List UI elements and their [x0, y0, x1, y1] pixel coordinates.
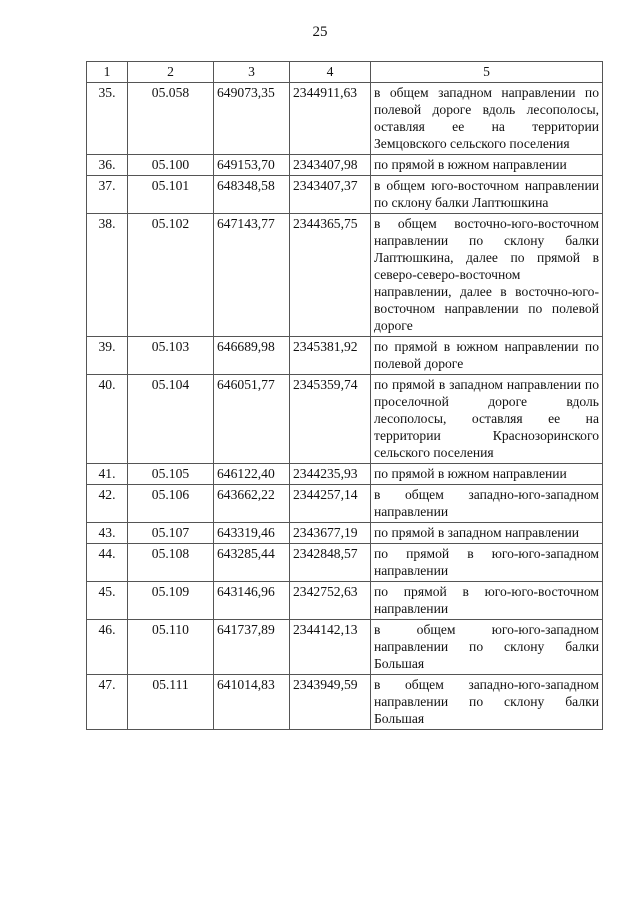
row-number: 46.: [87, 620, 128, 675]
column-header: 2: [128, 62, 214, 83]
x-coordinate: 649153,70: [214, 155, 290, 176]
table-row: [87, 337, 603, 375]
y-coordinate: 2343677,19: [290, 523, 371, 544]
table-row: [87, 544, 603, 582]
point-code: 05.101: [128, 176, 214, 214]
x-coordinate: 643146,96: [214, 582, 290, 620]
point-code: 05.111: [128, 675, 214, 730]
row-number: 44.: [87, 544, 128, 582]
row-number: 38.: [87, 214, 128, 337]
table-row: [87, 523, 603, 544]
boundary-points-table: [86, 61, 603, 730]
column-header: 4: [290, 62, 371, 83]
x-coordinate: 648348,58: [214, 176, 290, 214]
y-coordinate: 2343407,37: [290, 176, 371, 214]
boundary-description: в общем западно-юго-западном направлении по склону балки Большая: [371, 675, 603, 730]
point-code: 05.103: [128, 337, 214, 375]
point-code: 05.102: [128, 214, 214, 337]
table-header-row: [87, 62, 603, 83]
boundary-description: по прямой в западном направлении по проселочной дороге вдоль лесополосы, оставляя ее на территории Краснозоринского сельского поселения: [371, 375, 603, 464]
boundary-description: в общем юго-юго-западном направлении по склону балки Большая: [371, 620, 603, 675]
boundary-description: в общем юго-восточном направлении по склону балки Лаптюшкина: [371, 176, 603, 214]
row-number: 37.: [87, 176, 128, 214]
row-number: 42.: [87, 485, 128, 523]
y-coordinate: 2343407,98: [290, 155, 371, 176]
y-coordinate: 2344911,63: [290, 83, 371, 155]
point-code: 05.109: [128, 582, 214, 620]
point-code: 05.107: [128, 523, 214, 544]
x-coordinate: 643319,46: [214, 523, 290, 544]
x-coordinate: 646051,77: [214, 375, 290, 464]
x-coordinate: 649073,35: [214, 83, 290, 155]
y-coordinate: 2344365,75: [290, 214, 371, 337]
y-coordinate: 2342752,63: [290, 582, 371, 620]
column-header: 1: [87, 62, 128, 83]
boundary-description: по прямой в южном направлении: [371, 155, 603, 176]
point-code: 05.058: [128, 83, 214, 155]
row-number: 40.: [87, 375, 128, 464]
column-header: 3: [214, 62, 290, 83]
y-coordinate: 2342848,57: [290, 544, 371, 582]
point-code: 05.105: [128, 464, 214, 485]
table-row: [87, 582, 603, 620]
x-coordinate: 641737,89: [214, 620, 290, 675]
y-coordinate: 2344235,93: [290, 464, 371, 485]
point-code: 05.106: [128, 485, 214, 523]
page-number: 25: [312, 24, 328, 40]
x-coordinate: 643285,44: [214, 544, 290, 582]
y-coordinate: 2345359,74: [290, 375, 371, 464]
x-coordinate: 643662,22: [214, 485, 290, 523]
boundary-description: по прямой в юго-юго-восточном направлении: [371, 582, 603, 620]
table-row: [87, 485, 603, 523]
row-number: 43.: [87, 523, 128, 544]
table-row: [87, 375, 603, 464]
y-coordinate: 2344142,13: [290, 620, 371, 675]
table-row: [87, 214, 603, 337]
y-coordinate: 2345381,92: [290, 337, 371, 375]
row-number: 45.: [87, 582, 128, 620]
table-row: [87, 176, 603, 214]
boundary-description: по прямой в южном направлении: [371, 464, 603, 485]
row-number: 41.: [87, 464, 128, 485]
x-coordinate: 646122,40: [214, 464, 290, 485]
table-row: [87, 83, 603, 155]
y-coordinate: 2344257,14: [290, 485, 371, 523]
point-code: 05.108: [128, 544, 214, 582]
row-number: 36.: [87, 155, 128, 176]
row-number: 47.: [87, 675, 128, 730]
x-coordinate: 647143,77: [214, 214, 290, 337]
boundary-description: в общем западном направлении по полевой дороге вдоль лесополосы, оставляя ее на территории Земцовского сельского поселения: [371, 83, 603, 155]
boundary-description: по прямой в западном направлении: [371, 523, 603, 544]
boundary-description: в общем восточно-юго-восточном направлении по склону балки Лаптюшкина, далее по прямой в северо-северо-восточном направлении, далее в восточно-юго-восточном направлении по полевой дороге: [371, 214, 603, 337]
table-row: [87, 675, 603, 730]
row-number: 39.: [87, 337, 128, 375]
boundary-description: по прямой в южном направлении по полевой дороге: [371, 337, 603, 375]
table-row: [87, 464, 603, 485]
table-row: [87, 155, 603, 176]
point-code: 05.110: [128, 620, 214, 675]
y-coordinate: 2343949,59: [290, 675, 371, 730]
x-coordinate: 641014,83: [214, 675, 290, 730]
point-code: 05.104: [128, 375, 214, 464]
column-header: 5: [371, 62, 603, 83]
row-number: 35.: [87, 83, 128, 155]
table-row: [87, 620, 603, 675]
boundary-description: в общем западно-юго-западном направлении: [371, 485, 603, 523]
boundary-description: по прямой в юго-юго-западном направлении: [371, 544, 603, 582]
point-code: 05.100: [128, 155, 214, 176]
x-coordinate: 646689,98: [214, 337, 290, 375]
